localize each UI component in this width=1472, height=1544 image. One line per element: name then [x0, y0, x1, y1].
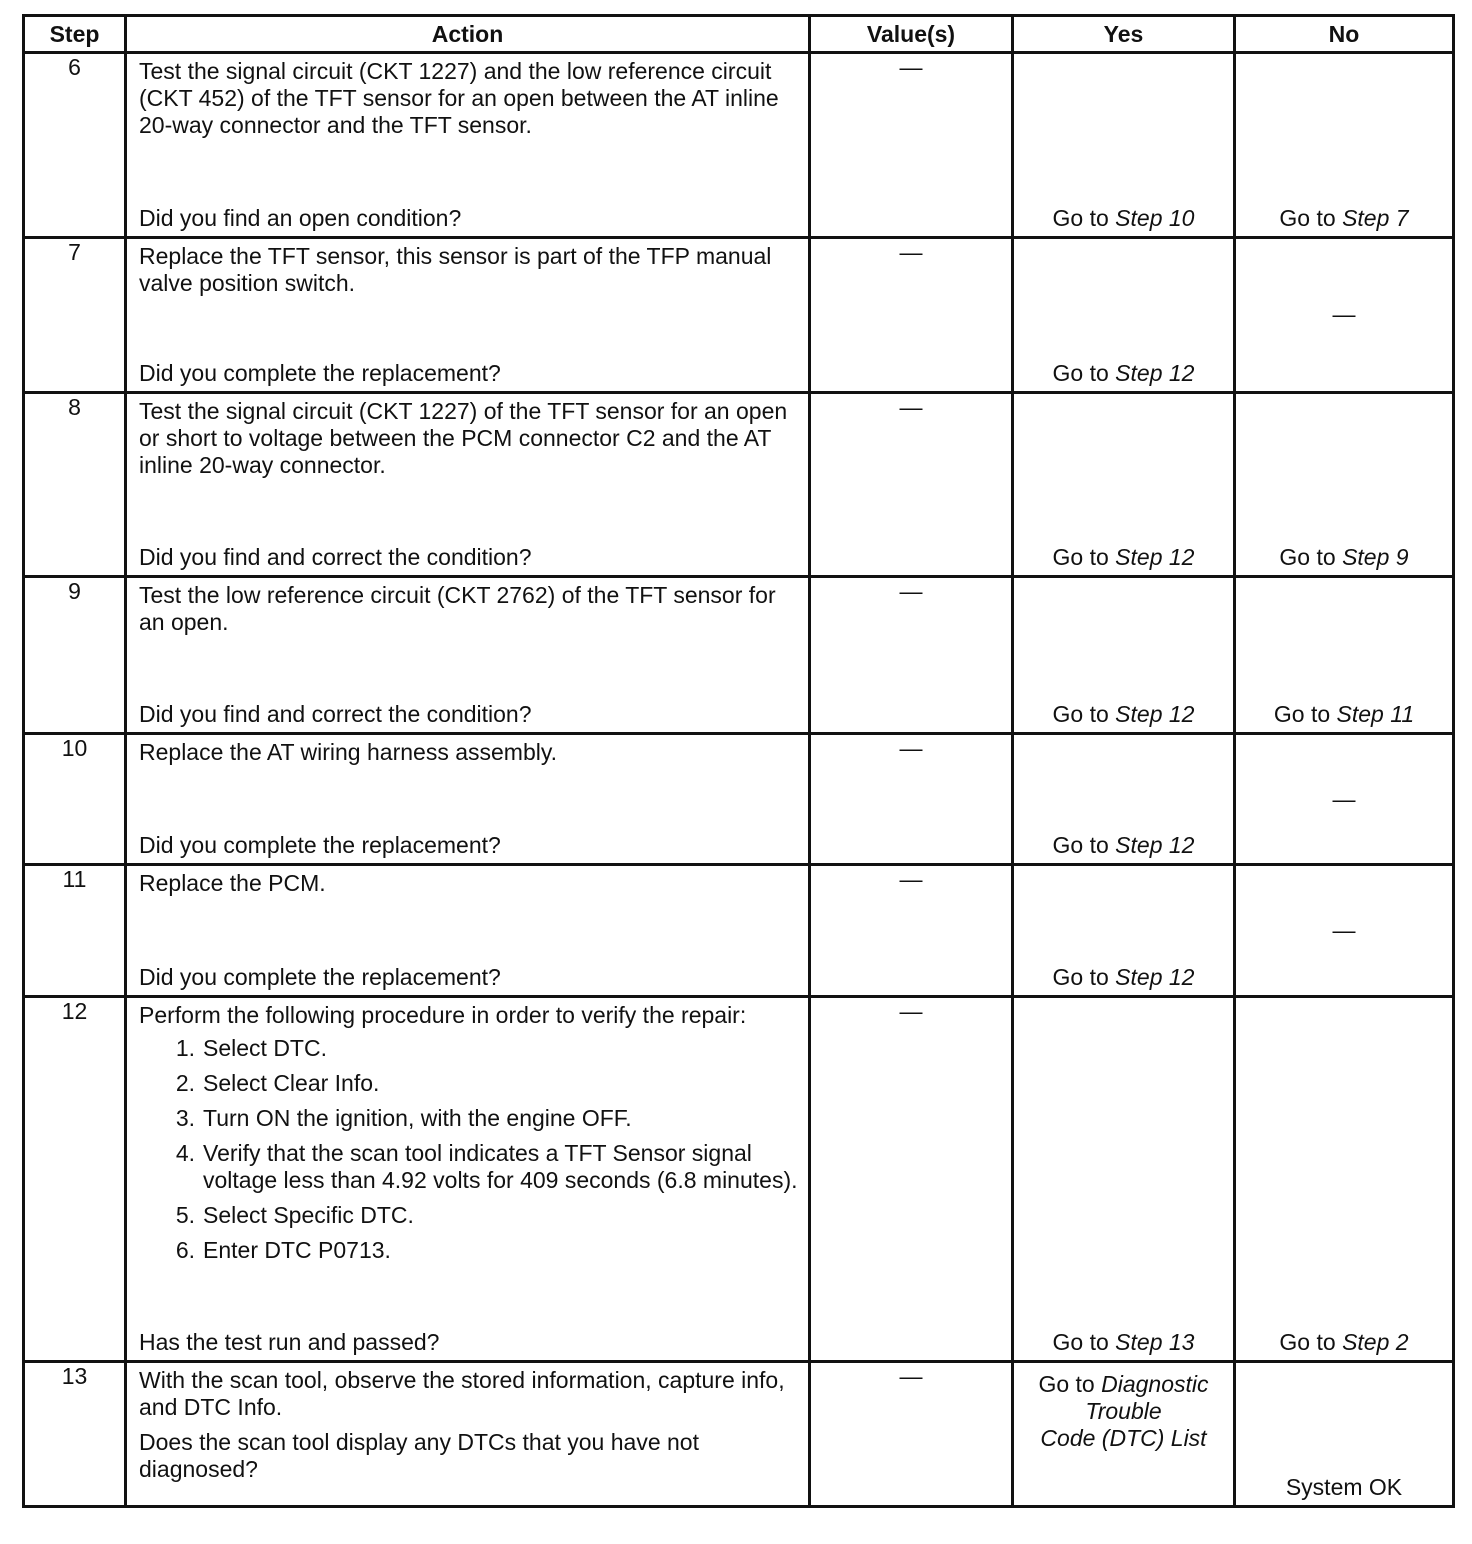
procedure-step-text: Turn ON the ignition, with the engine OFF.: [203, 1104, 632, 1131]
procedure-step-text: Select DTC.: [203, 1034, 327, 1061]
procedure-step-number: 6.: [175, 1236, 195, 1263]
procedure-step-text: Select Specific DTC.: [203, 1201, 414, 1228]
action-text: With the scan tool, observe the stored information, capture info, and DTC Info.: [139, 1366, 785, 1420]
value-cell: —: [810, 577, 1013, 733]
goto-prefix: Go to: [1038, 1370, 1095, 1397]
action-question: Did you find and correct the condition?: [139, 700, 532, 727]
yes-cell: [1013, 53, 1235, 238]
action-cell: [126, 392, 810, 577]
action-text: Replace the PCM.: [139, 870, 326, 897]
procedure-step-number: 4.: [175, 1139, 195, 1166]
goto-prefix: Go to: [1052, 700, 1109, 727]
value-cell: —: [810, 392, 1013, 577]
yes-cell: [1013, 237, 1235, 392]
procedure-step: [139, 1202, 800, 1229]
procedure-step: [139, 1105, 800, 1132]
step-ref: Step 12: [1115, 544, 1195, 571]
value-cell: —: [810, 53, 1013, 238]
procedure-step: [139, 1070, 800, 1097]
action-question: Did you complete the replacement?: [139, 832, 501, 859]
step-ref: Step 10: [1115, 204, 1195, 231]
procedure-list: [139, 1035, 800, 1272]
no-cell: —: [1235, 733, 1454, 864]
action-text: Replace the AT wiring harness assembly.: [139, 738, 558, 765]
table-row: [24, 865, 1454, 996]
step-number: 12: [24, 996, 126, 1361]
yes-goto-link[interactable]: [1014, 832, 1233, 859]
dtc-list-ref: Trouble: [1085, 1397, 1162, 1424]
action-question: Did you find and correct the condition?: [139, 544, 532, 571]
step-number: 8: [24, 392, 126, 577]
table-row: [24, 392, 1454, 577]
goto-prefix: Go to: [1279, 544, 1336, 571]
header-values: Value(s): [810, 16, 1013, 53]
goto-prefix: Go to: [1052, 544, 1109, 571]
table-row: [24, 733, 1454, 864]
no-cell: [1235, 392, 1454, 577]
procedure-step-number: 3.: [175, 1104, 195, 1131]
procedure-step-number: 1.: [175, 1034, 195, 1061]
goto-prefix: Go to: [1052, 963, 1109, 990]
header-no: No: [1235, 16, 1454, 53]
goto-prefix: Go to: [1052, 1328, 1109, 1355]
goto-prefix: Go to: [1052, 832, 1109, 859]
table-row: [24, 237, 1454, 392]
no-cell: —: [1235, 237, 1454, 392]
procedure-step: [139, 1237, 800, 1264]
goto-prefix: Go to: [1279, 204, 1336, 231]
step-ref: Step 12: [1115, 359, 1195, 386]
diagnostic-table: [22, 14, 1455, 1508]
action-cell: [126, 1361, 810, 1506]
value-cell: —: [810, 865, 1013, 996]
dtc-list-ref: Code (DTC) List: [1040, 1424, 1207, 1451]
action-text: Test the signal circuit (CKT 1227) of the TFT sensor for an open or short to voltage between the PCM connector C2 and the AT inline 20-way connector.: [139, 397, 788, 478]
value-cell: —: [810, 733, 1013, 864]
no-cell: [1235, 996, 1454, 1361]
action-cell: [126, 996, 810, 1361]
yes-cell: [1013, 1361, 1235, 1506]
goto-prefix: Go to: [1052, 204, 1109, 231]
action-question: Did you find an open condition?: [139, 204, 462, 231]
no-cell: [1235, 577, 1454, 733]
action-text: Replace the TFT sensor, this sensor is part of the TFP manual valve position switch.: [139, 242, 772, 296]
action-text: Test the low reference circuit (CKT 2762) of the TFT sensor for an open.: [139, 582, 776, 636]
header-action: Action: [126, 16, 810, 53]
action-question: Did you complete the replacement?: [139, 963, 501, 990]
goto-prefix: Go to: [1279, 1328, 1336, 1355]
no-cell: [1235, 53, 1454, 238]
procedure-step-text: Select Clear Info.: [203, 1069, 380, 1096]
action-cell: [126, 733, 810, 864]
no-goto-link[interactable]: [1236, 205, 1452, 232]
procedure-step-text: Verify that the scan tool indicates a TFT Sensor signal voltage less than 4.92 volts for 409 seconds (6.8 minutes).: [203, 1139, 798, 1193]
action-cell: [126, 865, 810, 996]
action-question: Has the test run and passed?: [139, 1328, 440, 1355]
action-cell: [126, 237, 810, 392]
procedure-step: [139, 1035, 800, 1062]
procedure-step-text: Enter DTC P0713.: [203, 1236, 391, 1263]
yes-cell: [1013, 996, 1235, 1361]
system-ok-text: System OK: [1285, 1474, 1403, 1500]
header-step: Step: [24, 16, 126, 53]
yes-goto-link[interactable]: [1014, 544, 1233, 571]
no-goto-link[interactable]: [1236, 544, 1452, 571]
goto-prefix: Go to: [1052, 359, 1109, 386]
table-row: [24, 996, 1454, 1361]
step-ref: Step 12: [1115, 700, 1195, 727]
step-number: 11: [24, 865, 126, 996]
yes-cell: [1013, 733, 1235, 864]
procedure-step-number: 5.: [175, 1201, 195, 1228]
procedure-step: [139, 1140, 800, 1194]
step-ref: Step 12: [1115, 832, 1195, 859]
procedure-step-number: 2.: [175, 1069, 195, 1096]
step-number: 9: [24, 577, 126, 733]
yes-cell: [1013, 392, 1235, 577]
yes-goto-link[interactable]: [1014, 1371, 1233, 1452]
step-number: 7: [24, 237, 126, 392]
step-ref: Step 12: [1115, 963, 1195, 990]
yes-goto-link[interactable]: [1014, 1329, 1233, 1356]
action-question: Does the scan tool display any DTCs that you have not diagnosed?: [139, 1428, 699, 1482]
table-row: [24, 577, 1454, 733]
table-row: [24, 53, 1454, 238]
header-row: [24, 16, 1454, 53]
no-goto-link[interactable]: [1236, 1329, 1452, 1356]
header-yes: Yes: [1013, 16, 1235, 53]
action-question: Did you complete the replacement?: [139, 359, 501, 386]
no-goto-link[interactable]: [1236, 701, 1452, 728]
step-ref: Step 7: [1342, 204, 1409, 231]
no-cell: —: [1235, 865, 1454, 996]
yes-cell: [1013, 865, 1235, 996]
value-cell: —: [810, 237, 1013, 392]
yes-cell: [1013, 577, 1235, 733]
yes-goto-link[interactable]: [1014, 205, 1233, 232]
no-cell: [1235, 1361, 1454, 1506]
step-ref: Step 9: [1342, 544, 1409, 571]
dtc-list-ref: Diagnostic: [1101, 1370, 1209, 1397]
step-ref: Step 13: [1115, 1328, 1195, 1355]
step-ref: Step 2: [1342, 1328, 1409, 1355]
step-number: 13: [24, 1361, 126, 1506]
action-text: Perform the following procedure in order to verify the repair:: [139, 1001, 747, 1028]
value-cell: —: [810, 1361, 1013, 1506]
action-cell: [126, 577, 810, 733]
step-number: 10: [24, 733, 126, 864]
yes-goto-link[interactable]: [1014, 701, 1233, 728]
yes-goto-link[interactable]: [1014, 964, 1233, 991]
action-cell: [126, 53, 810, 238]
step-ref: Step 11: [1336, 700, 1415, 727]
action-text: Test the signal circuit (CKT 1227) and the low reference circuit (CKT 452) of the TFT sensor for an open between the AT inline 20-way connector and the TFT sensor.: [139, 58, 779, 138]
step-number: 6: [24, 53, 126, 238]
table-row: [24, 1361, 1454, 1506]
goto-prefix: Go to: [1273, 700, 1331, 727]
yes-goto-link[interactable]: [1014, 360, 1233, 387]
value-cell: —: [810, 996, 1013, 1361]
